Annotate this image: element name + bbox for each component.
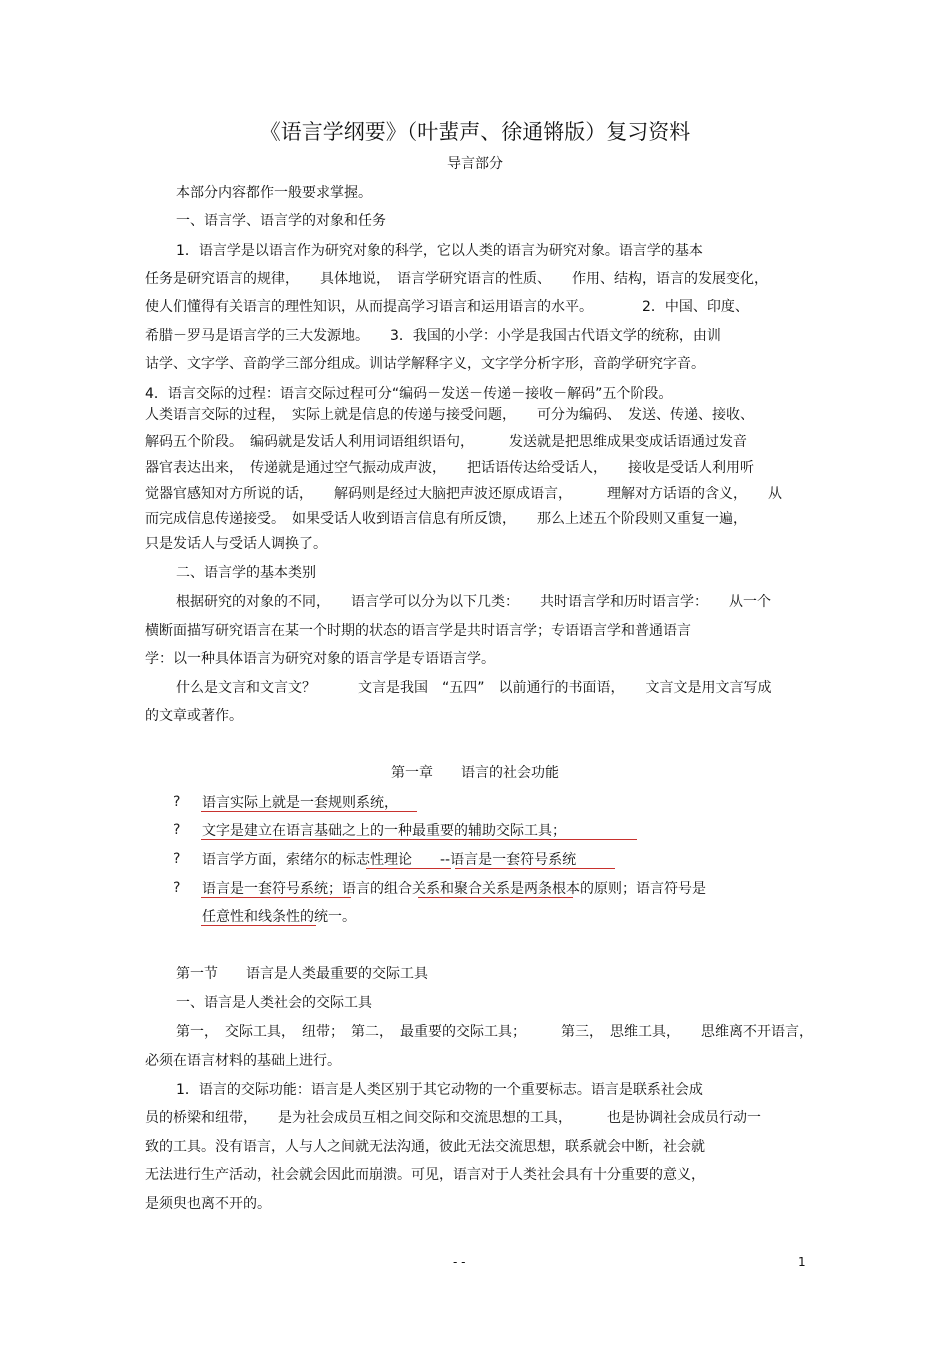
paragraph-line: 无法进行生产活动，社会就会因此而崩溃。可见，语言对于人类社会具有十分重要的意义， [145, 1167, 705, 1183]
paragraph-line: 人类语言交际的过程， 实际上就是信息的传递与接受问题， 可分为编码、 发送、传递、接收、 [145, 407, 754, 423]
page-number: 1 [798, 1255, 806, 1269]
paragraph-line: 只是发话人与受话人调换了。 [145, 536, 327, 552]
annotation-underline [455, 868, 615, 869]
paragraph-line: 1．语言学是以语言作为研究对象的科学，它以人类的语言为研究对象。语言学的基本 [176, 243, 703, 259]
bullet-marker: ? [173, 851, 181, 867]
bullet-item: 语言是一套符号系统；语言的组合关系和聚合关系是两条根本的原则；语言符号是 [202, 881, 706, 897]
paragraph-line: 1．语言的交际功能：语言是人类区别于其它动物的一个重要标志。语言是联系社会成 [176, 1082, 703, 1098]
section-heading-1: 一、语言学、语言学的对象和任务 [176, 213, 386, 229]
section-heading-2: 二、语言学的基本类别 [176, 565, 316, 581]
paragraph-line: 任务是研究语言的规律， 具体地说， 语言学研究语言的性质、 作用、结构，语言的发展变化， [145, 271, 768, 287]
paragraph-line: 根据研究的对象的不同， 语言学可以分为以下几类： 共时语言学和历时语言学： 从一个 [176, 594, 771, 610]
bullet-marker: ? [173, 822, 181, 838]
annotation-underline [366, 868, 451, 869]
bullet-item: 语言实际上就是一套规则系统， [202, 795, 398, 811]
bullet-item: 语言学方面，索绪尔的标志性理论 --语言是一套符号系统 [202, 852, 577, 868]
sub-heading: 一、语言是人类社会的交际工具 [176, 995, 372, 1011]
paragraph-line: 第一， 交际工具， 纽带； 第二， 最重要的交际工具； 第三， 思维工具， 思维离不开语言， [176, 1024, 813, 1040]
paragraph-line: 致的工具。没有语言，人与人之间就无法沟通，彼此无法交流思想，联系就会中断，社会就 [145, 1139, 705, 1155]
intro-note: 本部分内容都作一般要求掌握。 [176, 185, 372, 201]
paragraph-line: 4．语言交际的过程：语言交际过程可分“编码－发送－传递－接收－解码”五个阶段。 [145, 386, 673, 402]
paragraph-line: 是须臾也离不开的。 [145, 1196, 271, 1212]
document-title: 《语言学纲要》（叶蜚声、徐通锵版）复习资料 [259, 120, 691, 144]
bullet-item: 文字是建立在语言基础之上的一种最重要的辅助交际工具； [202, 823, 566, 839]
section-heading-3: 第一节 语言是人类最重要的交际工具 [176, 966, 428, 982]
bullet-marker: ? [173, 880, 181, 896]
paragraph-line: 器官表达出来， 传递就是通过空气振动成声波， 把话语传达给受话人， 接收是受话人利用听 [145, 460, 754, 476]
bullet-marker: ? [173, 794, 181, 810]
annotation-underline [201, 925, 316, 926]
paragraph-line: 使人们懂得有关语言的理性知识，从而提高学习语言和运用语言的水平。 2．中国、印度、 [145, 299, 749, 315]
bullet-item-continuation: 任意性和线条性的统一。 [202, 909, 356, 925]
paragraph-line: 诂学、文字学、音韵学三部分组成。训诂学解释字义，文字学分析字形，音韵学研究字音。 [145, 356, 705, 372]
paragraph-line: 员的桥梁和纽带， 是为社会成员互相之间交际和交流思想的工具， 也是协调社会成员行动一 [145, 1110, 761, 1126]
paragraph-line: 解码五个阶段。 编码就是发话人利用词语组织语句， 发送就是把思维成果变成话语通过发音 [145, 434, 747, 450]
paragraph-line: 学：以一种具体语言为研究对象的语言学是专语语言学。 [145, 651, 495, 667]
intro-heading: 导言部分 [447, 156, 503, 172]
paragraph-line: 必须在语言材料的基础上进行。 [145, 1053, 341, 1069]
paragraph-line: 觉器官感知对方所说的话， 解码则是经过大脑把声波还原成语言， 理解对方话语的含义， 从 [145, 486, 782, 502]
paragraph-line: 什么是文言和文言文？ 文言是我国 “五四” 以前通行的书面语， 文言文是用文言写成 [176, 680, 772, 696]
paragraph-line: 的文章或著作。 [145, 708, 243, 724]
footer-marks: - - [453, 1255, 466, 1269]
annotation-underline [418, 897, 573, 898]
annotation-underline [201, 897, 351, 898]
chapter-heading: 第一章 语言的社会功能 [391, 765, 559, 781]
paragraph-line: 横断面描写研究语言在某一个时期的状态的语言学是共时语言学；专语语言学和普通语言 [145, 623, 691, 639]
paragraph-line: 而完成信息传递接受。 如果受话人收到语言信息有所反馈， 那么上述五个阶段则又重复一遍， [145, 511, 747, 527]
annotation-underline [201, 811, 417, 812]
annotation-underline [201, 839, 637, 840]
paragraph-line: 希腊－罗马是语言学的三大发源地。 3．我国的小学：小学是我国古代语文学的统称，由训 [145, 328, 721, 344]
